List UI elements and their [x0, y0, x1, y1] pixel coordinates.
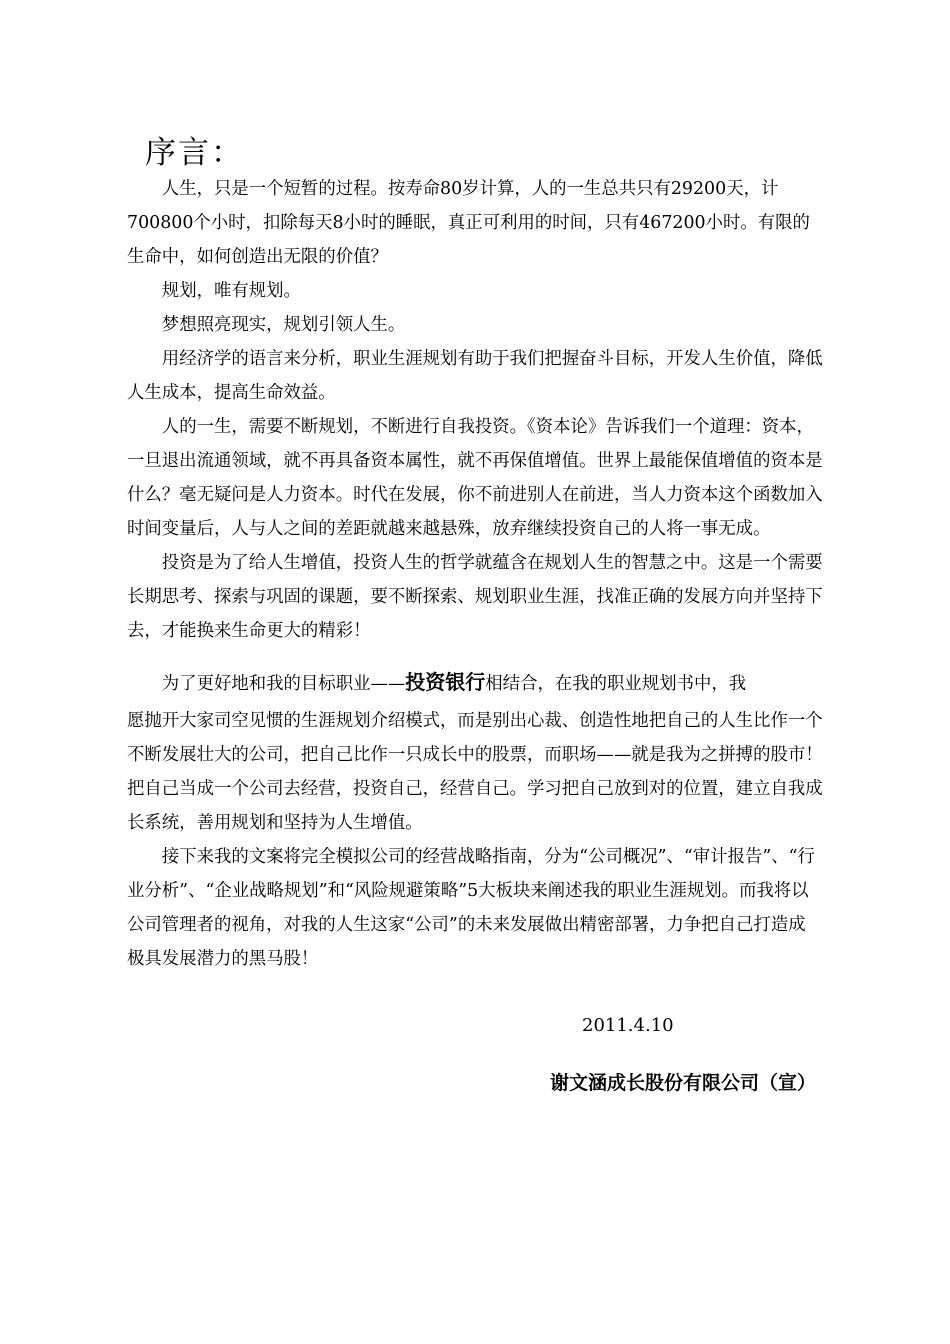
preface-heading: 序言： — [145, 135, 244, 171]
goal-line-1 — [127, 664, 823, 702]
signature: 谢文涵成长股份有限公司（宣） — [549, 1072, 816, 1094]
goal-paragraph-body: 愿抛开大家司空见惯的生涯规划介绍模式，而是别出心裁、创造性地把自己的人生比作一个不断发展壮大的公司，把自己比作一只成长中的股票，而职场——就是我为之拼搏的股市！把自己当成一个公司去经营，投资自己，经营自己。学习把自己放到对的位置，建立自我成长系统，善用规划和坚持为人生增值。 — [127, 711, 823, 833]
paragraph-lifespan: 人生，只是一个短暂的过程。按寿命80岁计算，人的一生总共只有29200天，计700800个小时，扣除每天8小时的睡眠，真正可利用的时间，只有467200小时。有限的生命中，如何创造出无限的价值？ — [127, 179, 810, 267]
target-career-emphasis: 投资银行 — [405, 670, 486, 694]
preface-body-top — [127, 172, 823, 648]
paragraph-dream: 梦想照亮现实，规划引领人生。 — [161, 315, 406, 335]
paragraph-economics: 用经济学的语言来分析，职业生涯规划有助于我们把握奋斗目标，开发人生价值，降低人生成本，提高生命效益。 — [127, 349, 823, 403]
goal-text-after: 相结合，在我的职业规划书中，我 — [485, 674, 747, 694]
paragraph-value: 投资是为了给人生增值，投资人生的哲学就蕴含在规划人生的智慧之中。这是一个需要长期思考、探索与巩固的课题，要不断探索、规划职业生涯，找准正确的发展方向并坚持下去，才能换来生命更大的精彩！ — [127, 553, 823, 641]
goal-text-before: 为了更好地和我的目标职业—— — [161, 674, 406, 694]
paragraph-structure: 接下来我的文案将完全模拟公司的经营战略指南，分为“公司概况”、“审计报告”、“行业分析”、“企业战略规划”和“风险规避策略”5大板块来阐述我的职业生涯规划。而我将以公司管理者的视角，对我的人生这家“公司”的未来发展做出精密部署，力争把自己打造成极具发展潜力的黑马股！ — [127, 847, 815, 969]
paragraph-planning: 规划，唯有规划。 — [161, 281, 301, 301]
goal-paragraph-rest — [127, 704, 823, 976]
paragraph-investment: 人的一生，需要不断规划，不断进行自我投资。《资本论》告诉我们一个道理：资本，一旦退出流通领域，就不再具备资本属性，就不再保值增值。世界上最能保值增值的资本是什么？毫无疑问是人力资本。时代在发展，你不前进别人在前进，当人力资本这个函数加入时间变量后，人与人之间的差距就越来越悬殊，放弃继续投资自己的人将一事无成。 — [127, 417, 823, 539]
goal-paragraph — [127, 664, 823, 704]
document-date: 2011.4.10 — [582, 1015, 674, 1036]
